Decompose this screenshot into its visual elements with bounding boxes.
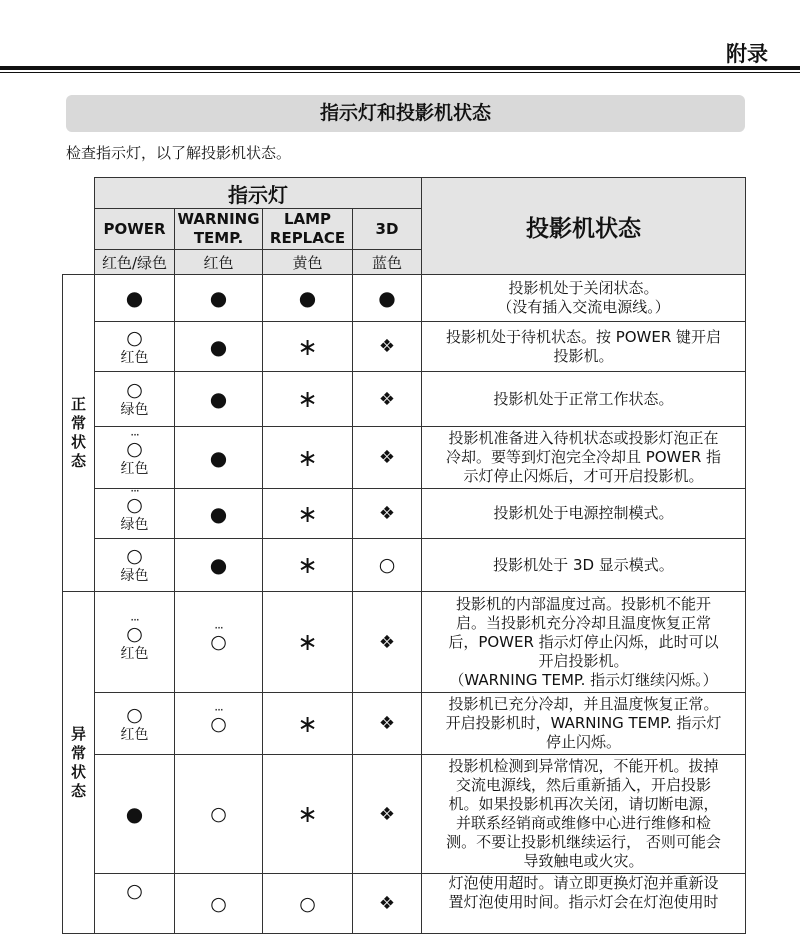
- on-icon: ●: [209, 387, 228, 411]
- 3d-cell: [353, 755, 422, 874]
- warning-cell: [175, 489, 263, 539]
- either-state-icon: ❖: [378, 893, 396, 914]
- power-color-label: 红色: [120, 461, 149, 477]
- off-icon: ○: [378, 554, 396, 576]
- 3d-cell: [353, 592, 422, 693]
- blinking-icon: ··· ○: [126, 494, 143, 516]
- off-icon: ○: [210, 803, 227, 825]
- warning-cell: [175, 372, 263, 427]
- description-line: 测。不要让投影机继续运行， 否则可能会: [446, 833, 721, 851]
- description-line: 投影机。: [553, 346, 614, 365]
- table-row: [63, 539, 746, 592]
- off-icon: ○: [299, 892, 316, 915]
- table-row: [63, 427, 746, 489]
- state-description: [422, 489, 746, 539]
- power-color-label: 红色: [120, 645, 149, 662]
- lamp-cell: [263, 372, 353, 427]
- 3d-cell: [353, 427, 422, 489]
- table-row: [63, 592, 746, 693]
- off-icon: ○: [126, 545, 143, 567]
- 3d-cell: [353, 489, 422, 539]
- description-line: 机。如果投影机再次关闭，请切断电源，: [448, 795, 719, 813]
- power-cell: [95, 322, 175, 372]
- lamp-cell: [263, 322, 353, 372]
- on-icon: ●: [125, 802, 144, 826]
- description-line: 并联系经销商或维修中心进行维修和检: [455, 814, 711, 832]
- group-normal-label: [63, 275, 95, 592]
- power-cell: [95, 275, 175, 322]
- state-description: [422, 539, 746, 592]
- section-title: 指示灯和投影机状态: [66, 95, 745, 132]
- blinking-icon: ··· ○: [210, 713, 227, 735]
- description-line: 启。当投影机充分冷却且温度恢复正常: [455, 613, 711, 632]
- table-row: [63, 693, 746, 755]
- power-cell: [95, 874, 175, 934]
- power-color-label: 红色: [120, 349, 149, 366]
- off-icon: ○: [126, 703, 143, 726]
- lamp-cell: [263, 755, 353, 874]
- col-warning-color: 红色: [175, 250, 263, 275]
- any-state-icon: ∗: [297, 499, 318, 528]
- any-state-icon: ∗: [297, 800, 318, 828]
- description-line: 交流电源线，然后重新插入，开启投影: [455, 776, 711, 794]
- header-rule-thick: [0, 66, 800, 70]
- description-line: 导致触电或火灾。: [523, 852, 644, 870]
- 3d-cell: [353, 275, 422, 322]
- table-row: [63, 275, 746, 322]
- description-line: 灯泡使用超时。请立即更换灯泡并重新设: [448, 874, 719, 892]
- warning-cell: [175, 693, 263, 755]
- table-row: [63, 489, 746, 539]
- off-icon: ○: [210, 892, 227, 915]
- 3d-cell: [353, 322, 422, 372]
- indicator-header: 指示灯: [95, 178, 422, 209]
- col-lamp-color: 黄色: [263, 250, 353, 275]
- warning-cell: [175, 322, 263, 372]
- corner-blank: [63, 178, 95, 275]
- state-description: [422, 755, 746, 874]
- any-state-icon: ∗: [297, 628, 318, 656]
- blinking-icon: ··· ○: [126, 623, 143, 645]
- power-cell: [95, 427, 175, 489]
- col-3d-color: 蓝色: [353, 250, 422, 275]
- off-icon: ○: [126, 379, 143, 401]
- table-row: [63, 322, 746, 372]
- description-line: 投影机处于 3D 显示模式。: [493, 555, 674, 574]
- 3d-cell: [353, 874, 422, 934]
- power-cell: [95, 489, 175, 539]
- on-icon: ●: [209, 445, 228, 470]
- off-icon: ○: [126, 880, 143, 902]
- description-line: 投影机处于正常工作状态。: [493, 389, 674, 408]
- power-color-label: 红色: [120, 726, 149, 743]
- power-color-label: 绿色: [120, 568, 149, 584]
- state-description: [422, 322, 746, 372]
- state-description: [422, 275, 746, 322]
- description-line: 投影机准备进入待机状态或投影灯泡正在: [448, 429, 719, 447]
- power-color-label: 绿色: [120, 517, 149, 533]
- header-rule-thin: [0, 72, 800, 73]
- intro-text: 检查指示灯，以了解投影机状态。: [66, 144, 292, 162]
- group-abnormal-label: [63, 592, 95, 934]
- warning-cell: [175, 275, 263, 322]
- warning-cell: [175, 874, 263, 934]
- off-icon: ○: [126, 326, 143, 349]
- warning-cell: [175, 592, 263, 693]
- either-state-icon: ❖: [378, 631, 396, 653]
- description-line: （WARNING TEMP. 指示灯继续闪烁。）: [449, 670, 718, 689]
- warning-cell: [175, 755, 263, 874]
- blinking-icon: ··· ○: [210, 631, 227, 653]
- section-header: 附录: [726, 42, 768, 66]
- power-cell: [95, 755, 175, 874]
- state-description: [422, 592, 746, 693]
- description-line: 开启投影机时，WARNING TEMP. 指示灯: [445, 714, 722, 732]
- description-line: （没有插入交流电源线。）: [497, 298, 670, 316]
- 3d-cell: [353, 693, 422, 755]
- state-description: [422, 427, 746, 489]
- either-state-icon: ❖: [378, 336, 396, 357]
- any-state-icon: ∗: [297, 332, 318, 361]
- power-cell: [95, 539, 175, 592]
- blinking-icon: ··· ○: [126, 438, 143, 460]
- power-cell: [95, 592, 175, 693]
- power-color-label: 绿色: [120, 402, 149, 418]
- on-icon: ●: [209, 553, 228, 577]
- on-icon: ●: [125, 286, 144, 310]
- any-state-icon: ∗: [297, 551, 318, 579]
- description-line: 示灯停止闪烁后，才可开启投影机。: [463, 467, 704, 485]
- table-row: [63, 372, 746, 427]
- lamp-cell: [263, 693, 353, 755]
- state-header: 投影机状态: [422, 178, 746, 275]
- col-warning-name: WARNING TEMP.: [175, 209, 263, 250]
- description-line: 后，POWER 指示灯停止闪烁，此时可以: [448, 632, 719, 651]
- warning-cell: [175, 427, 263, 489]
- on-icon: ●: [209, 286, 228, 310]
- col-3d-name: 3D: [353, 209, 422, 250]
- any-state-icon: ∗: [297, 385, 318, 413]
- lamp-cell: [263, 427, 353, 489]
- col-lamp-name: LAMP REPLACE: [263, 209, 353, 250]
- description-line: 停止闪烁。: [545, 733, 621, 751]
- power-cell: [95, 693, 175, 755]
- description-line: 投影机的内部温度过高。投影机不能开: [455, 594, 711, 613]
- lamp-cell: [263, 489, 353, 539]
- description-line: 投影机处于待机状态。按 POWER 键开启: [445, 327, 722, 346]
- description-line: 置灯泡使用时间。指示灯会在灯泡使用时: [448, 893, 719, 911]
- description-line: 冷却。要等到灯泡完全冷却且 POWER 指: [445, 448, 722, 466]
- either-state-icon: ❖: [378, 503, 396, 524]
- group-label-text: 正常状态: [71, 395, 87, 470]
- lamp-cell: [263, 539, 353, 592]
- table-row: [63, 755, 746, 874]
- indicator-status-table: [62, 177, 746, 934]
- on-icon: ●: [378, 286, 396, 310]
- description-line: 投影机处于电源控制模式。: [493, 504, 674, 522]
- group-label-text: 异常状态: [71, 724, 87, 800]
- description-line: 投影机检测到异常情况，不能开机。拔掉: [448, 757, 719, 775]
- either-state-icon: ❖: [378, 713, 396, 734]
- either-state-icon: ❖: [378, 388, 396, 410]
- either-state-icon: ❖: [378, 447, 396, 468]
- either-state-icon: ❖: [378, 803, 396, 825]
- description-line: 投影机已充分冷却，并且温度恢复正常。: [448, 695, 719, 713]
- 3d-cell: [353, 539, 422, 592]
- description-line: 开启投影机。: [538, 651, 629, 670]
- col-power-color: 红色/绿色: [95, 250, 175, 275]
- 3d-cell: [353, 372, 422, 427]
- on-icon: ●: [298, 286, 317, 310]
- state-description: [422, 372, 746, 427]
- any-state-icon: ∗: [297, 709, 318, 738]
- on-icon: ●: [209, 501, 228, 526]
- col-power-name: POWER: [95, 209, 175, 250]
- lamp-cell: [263, 275, 353, 322]
- lamp-cell: [263, 874, 353, 934]
- lamp-cell: [263, 592, 353, 693]
- any-state-icon: ∗: [297, 443, 318, 472]
- description-line: 投影机处于关闭状态。: [508, 279, 659, 297]
- state-description: [422, 874, 746, 934]
- warning-cell: [175, 539, 263, 592]
- on-icon: ●: [209, 334, 228, 359]
- power-cell: [95, 372, 175, 427]
- state-description: [422, 693, 746, 755]
- table-row: [63, 874, 746, 934]
